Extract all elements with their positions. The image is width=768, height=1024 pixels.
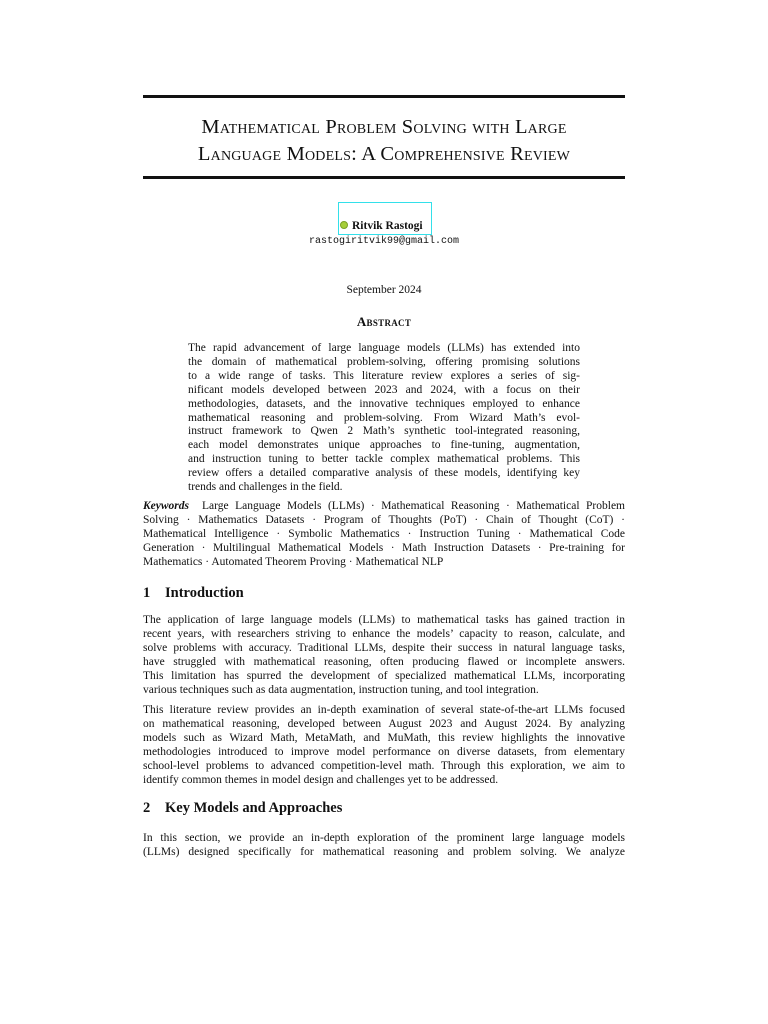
keywords-label: Keywords — [143, 500, 189, 512]
paragraph-line: school-level problems to advanced competition-level math. Through this exploration, we aim to — [143, 759, 625, 772]
paragraph-line: recent years, with researchers striving to enhance the models’ capacity to reason, calculate, and — [143, 627, 625, 640]
abstract-line: trends and challenges in the field. — [188, 481, 343, 494]
abstract-line: instruct framework to Qwen 2 Math’s synthetic tool-integrated reasoning, — [188, 425, 580, 438]
keywords-line — [143, 500, 625, 514]
paragraph-line: This limitation has spurred the development of specialized mathematical LLMs, incorporating — [143, 669, 625, 682]
key-models-paragraph-1 — [143, 832, 625, 860]
title-bottom-rule — [143, 176, 625, 179]
keywords-block — [143, 500, 625, 570]
paragraph-line: In this section, we provide an in-depth exploration of the prominent large language models — [143, 832, 625, 844]
abstract-heading: Abstract — [356, 314, 412, 329]
introduction-paragraph-2 — [143, 704, 625, 787]
keywords-line: Solving · Mathematics Datasets · Program of Thoughts (PoT) · Chain of Thought (CoT) · — [143, 513, 625, 526]
title-top-rule — [143, 95, 625, 98]
paragraph-line: various techniques such as data augmentation, instruction tuning, and tool integration. — [143, 683, 539, 696]
orcid-icon[interactable] — [340, 221, 348, 229]
paragraph-line: The application of large language models (LLMs) to mathematical tasks has gained traction in — [143, 614, 625, 626]
title-line: Language Models: A Comprehensive Review — [197, 143, 571, 165]
keywords-line: Generation · Multilingual Mathematical Models · Math Instruction Datasets · Pre-training for — [143, 541, 625, 554]
title-line: Mathematical Problem Solving with Large — [201, 116, 567, 138]
paragraph-line: on mathematical reasoning, developed between August 2023 and August 2024. By analyzing — [143, 717, 625, 730]
abstract-line: review offers a detailed comparative analysis of these models, identifying key — [188, 467, 580, 480]
paragraph-line: solve problems with accuracy. Traditional LLMs, despite their success in natural language tasks, — [143, 641, 625, 654]
introduction-paragraph-1 — [143, 614, 625, 697]
keywords-text: Large Language Models (LLMs) · Mathematical Reasoning · Mathematical Problem — [202, 500, 626, 512]
section-title: Key Models and Approaches — [165, 800, 343, 816]
section-number: 2 — [143, 800, 151, 816]
abstract-line: the domain of mathematical problem-solving, offering promising solutions — [188, 355, 580, 368]
paper-title — [130, 114, 638, 168]
section-heading-key-models — [143, 800, 342, 817]
paragraph-line: have struggled with mathematical reasoning, often producing flawed or incomplete answers. — [143, 655, 625, 668]
abstract-line: The rapid advancement of large language models (LLMs) has extended into — [188, 342, 580, 354]
paragraph-line: methodologies introduced to improve model performance on diverse datasets, from elementary — [143, 745, 625, 758]
author-name[interactable] — [340, 220, 423, 232]
abstract-line: nificant models developed between 2023 and 2024, with a focus on their — [188, 383, 580, 396]
paragraph-line: identify common themes in model design and challenges yet to be addressed. — [143, 773, 499, 786]
paragraph-line: (LLMs) designed specifically for mathematical reasoning and problem solving. We analyze — [143, 845, 625, 858]
abstract-line: each model demonstrates unique approaches to fine-tuning, augmentation, — [188, 439, 580, 452]
abstract-line: methodologies, datasets, and the innovative techniques employed to enhance — [188, 397, 580, 410]
abstract-line: and instruction tuning to better tackle complex mathematical problems. This — [188, 453, 580, 466]
section-number: 1 — [143, 585, 151, 601]
author-email: rastogiritvik99@gmail.com — [308, 236, 460, 247]
keywords-line: Mathematical Intelligence · Symbolic Mathematics · Instruction Tuning · Mathematical Code — [143, 527, 625, 540]
paragraph-line: models such as Wizard Math, MetaMath, and MuMath, this review highlights the innovative — [143, 731, 625, 744]
abstract-body — [188, 342, 580, 495]
abstract-line: mathematical reasoning and problem-solving. From Wizard Math’s evol- — [188, 411, 580, 424]
publication-date: September 2024 — [346, 284, 422, 296]
keywords-line: Mathematics · Automated Theorem Proving · Mathematical NLP — [143, 555, 444, 568]
section-heading-introduction — [143, 585, 244, 602]
author-name-text: Ritvik Rastogi — [352, 220, 423, 232]
paragraph-line: This literature review provides an in-depth examination of several state-of-the-art LLMs focused — [143, 704, 625, 716]
abstract-line: to a wide range of tasks. This literature review explores a series of sig- — [188, 369, 580, 382]
section-title: Introduction — [165, 585, 244, 601]
